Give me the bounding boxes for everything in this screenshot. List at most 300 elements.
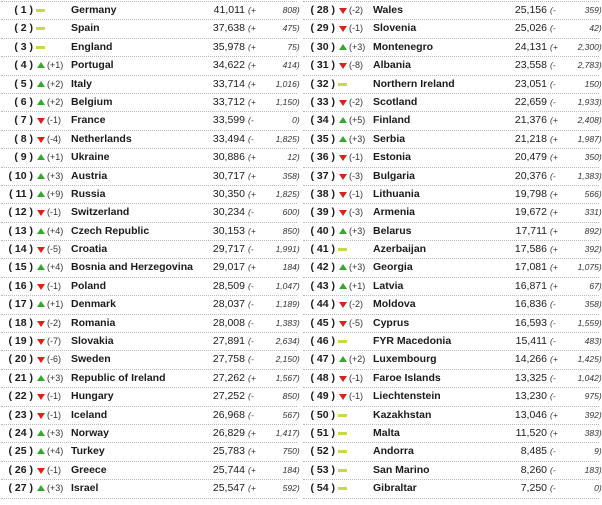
points-change: (- 1,383) [248, 315, 294, 332]
points-change: (+ 184) [248, 259, 294, 276]
rank-label: ( 7 ) [14, 114, 33, 127]
country-name: Armenia [373, 206, 416, 219]
down-arrow-icon [338, 204, 348, 221]
down-arrow-icon [338, 168, 348, 185]
up-arrow-icon [36, 370, 46, 387]
position-movement: (+9) [47, 188, 64, 199]
table-row [303, 278, 602, 296]
up-arrow-icon [36, 480, 46, 497]
country-name: Italy [71, 77, 93, 90]
table-row [303, 20, 602, 38]
table-row [303, 333, 602, 351]
change-value: 850 [282, 391, 297, 402]
table-row [303, 94, 602, 112]
coefficient-points: 13,325 [514, 371, 547, 384]
change-value: 1,425 [577, 354, 599, 365]
change-value: 184 [282, 262, 297, 273]
position-movement: (-4) [47, 133, 61, 144]
points-change: (+ 358) [248, 168, 294, 185]
country-name: Wales [373, 4, 403, 16]
change-sign: - [552, 5, 556, 15]
no-change-icon [338, 407, 348, 424]
change-sign: + [552, 41, 558, 52]
points-change: (+ 592) [248, 480, 294, 497]
change-sign: + [250, 170, 256, 181]
change-value: 75 [287, 41, 297, 52]
up-arrow-icon [36, 443, 46, 460]
rank-label: ( 40 ) [310, 224, 335, 237]
rank-label: ( 48 ) [310, 371, 335, 384]
down-arrow-icon [36, 351, 46, 368]
rank-label: ( 27 ) [8, 482, 33, 495]
down-arrow-icon [338, 57, 348, 74]
change-value: 1,189 [275, 299, 297, 310]
change-value: 0 [292, 115, 297, 126]
points-change: (+ 350) [550, 149, 596, 166]
points-change: (+ 1,417) [248, 425, 294, 442]
position-movement: (-1) [47, 464, 61, 475]
rank-label: ( 10 ) [8, 169, 33, 182]
rank-label: ( 52 ) [310, 445, 335, 458]
country-name: Hungary [71, 390, 114, 403]
points-change: (+ 1,075) [550, 259, 596, 276]
coefficient-points: 17,081 [514, 261, 547, 274]
change-value: 1,047 [275, 280, 297, 291]
country-name: Germany [71, 4, 117, 16]
coefficient-points: 23,051 [514, 77, 547, 90]
coefficient-points: 15,411 [515, 335, 547, 348]
country-name: Switzerland [71, 206, 130, 219]
change-sign: + [552, 115, 558, 126]
table-row [1, 370, 300, 388]
no-change-icon [338, 425, 348, 442]
coefficient-points: 37,638 [212, 22, 245, 35]
position-movement: (-2) [47, 317, 61, 328]
rank-label: ( 41 ) [310, 243, 335, 256]
position-movement: (+3) [349, 262, 366, 273]
up-arrow-icon [338, 131, 348, 148]
change-sign: - [552, 78, 556, 89]
position-movement: (+2) [349, 354, 366, 365]
coefficient-points: 19,798 [514, 187, 547, 200]
country-name: Lithuania [373, 187, 420, 200]
rank-label: ( 3 ) [14, 40, 33, 53]
change-sign: + [552, 225, 558, 236]
coefficient-points: 33,712 [212, 95, 245, 108]
down-arrow-icon [36, 241, 46, 258]
rank-label: ( 53 ) [310, 463, 335, 476]
position-movement: (+3) [349, 41, 366, 52]
position-movement: (-1) [47, 207, 61, 218]
coefficient-points: 20,376 [514, 169, 547, 182]
up-arrow-icon [36, 186, 46, 203]
change-sign: - [552, 464, 556, 475]
country-name: Spain [71, 22, 100, 35]
table-row [303, 351, 602, 369]
table-row [1, 20, 300, 38]
position-movement: (-2) [349, 299, 363, 310]
country-name: Moldova [373, 298, 416, 311]
country-name: Austria [71, 169, 108, 182]
position-movement: (+2) [47, 78, 64, 89]
points-change: (- 1,825) [248, 131, 294, 148]
rank-label: ( 26 ) [8, 463, 33, 476]
country-name: Finland [373, 114, 411, 127]
ranking-column-left [1, 1, 300, 499]
table-row [303, 388, 602, 406]
rank-label: ( 19 ) [8, 335, 33, 348]
points-change: (+ 1,016) [248, 76, 294, 93]
country-name: Kazakhstan [373, 408, 432, 421]
rank-label: ( 43 ) [310, 279, 335, 292]
up-arrow-icon [338, 351, 348, 368]
change-value: 750 [282, 446, 297, 457]
change-sign: + [250, 464, 256, 475]
points-change: (+ 67) [550, 278, 596, 295]
position-movement: (-1) [349, 391, 363, 402]
up-arrow-icon [338, 223, 348, 240]
up-arrow-icon [36, 259, 46, 276]
rank-label: ( 31 ) [310, 59, 335, 72]
position-movement: (-1) [349, 372, 363, 383]
points-change: (- 1,042) [550, 370, 596, 387]
table-row [1, 39, 300, 57]
change-value: 850 [282, 225, 297, 236]
points-change: (- 42) [550, 20, 596, 37]
position-movement: (-1) [47, 409, 61, 420]
coefficient-points: 24,131 [514, 40, 547, 53]
points-change: (- 1,189) [248, 296, 294, 313]
country-name: Sweden [71, 353, 111, 366]
coefficient-points: 25,156 [514, 4, 547, 16]
down-arrow-icon [36, 388, 46, 405]
coefficient-points: 29,717 [212, 243, 245, 256]
change-value: 1,150 [275, 96, 297, 107]
table-row [1, 278, 300, 296]
coefficient-points: 35,978 [212, 40, 245, 53]
table-row [1, 131, 300, 149]
change-sign: + [552, 262, 558, 273]
down-arrow-icon [338, 315, 348, 332]
table-row [303, 315, 602, 333]
change-value: 1,075 [577, 262, 599, 273]
down-arrow-icon [338, 20, 348, 37]
country-name: Faroe Islands [373, 371, 441, 384]
table-row [1, 1, 300, 20]
position-movement: (-1) [47, 391, 61, 402]
table-row [1, 112, 300, 130]
change-value: 600 [282, 207, 297, 218]
rank-label: ( 2 ) [14, 22, 33, 35]
table-row [1, 94, 300, 112]
coefficient-points: 21,218 [514, 132, 547, 145]
no-change-icon [338, 241, 348, 258]
coefficient-points: 30,153 [212, 224, 245, 237]
change-sign: - [250, 280, 254, 291]
table-row [1, 333, 300, 351]
table-row [303, 204, 602, 222]
coefficient-points: 22,659 [514, 95, 547, 108]
change-value: 383 [584, 427, 599, 438]
points-change: (+ 12) [248, 149, 294, 166]
change-value: 1,417 [275, 427, 297, 438]
coefficient-points: 30,886 [212, 151, 245, 164]
table-row [1, 241, 300, 259]
down-arrow-icon [338, 94, 348, 111]
points-change: (- 0) [248, 112, 294, 129]
change-value: 350 [584, 152, 599, 163]
down-arrow-icon [36, 407, 46, 424]
points-change: (+ 808) [248, 2, 294, 19]
coefficient-points: 29,017 [212, 261, 245, 274]
rank-label: ( 35 ) [310, 132, 335, 145]
table-row [1, 259, 300, 277]
rank-label: ( 29 ) [310, 22, 335, 35]
country-name: Turkey [71, 445, 105, 458]
points-change: (+ 383) [550, 425, 596, 442]
change-value: 67 [589, 280, 599, 291]
rank-label: ( 12 ) [8, 206, 33, 219]
position-movement: (+3) [47, 483, 64, 494]
rank-label: ( 38 ) [310, 187, 335, 200]
change-value: 892 [584, 225, 599, 236]
change-value: 12 [287, 152, 297, 163]
table-row [303, 186, 602, 204]
change-sign: - [552, 336, 556, 347]
country-name: Czech Republic [71, 224, 150, 237]
table-row [303, 370, 602, 388]
coefficient-points: 41,011 [213, 4, 245, 16]
change-sign: + [250, 96, 256, 107]
change-value: 483 [584, 336, 599, 347]
change-value: 359 [584, 5, 599, 15]
country-name: Liechtenstein [373, 390, 441, 403]
change-sign: + [552, 280, 558, 291]
change-value: 1,016 [275, 78, 297, 89]
rank-label: ( 46 ) [310, 335, 335, 348]
down-arrow-icon [338, 186, 348, 203]
change-sign: + [552, 152, 558, 163]
change-value: 150 [584, 78, 599, 89]
country-name: Russia [71, 187, 106, 200]
table-row [1, 186, 300, 204]
change-sign: - [250, 244, 254, 255]
change-value: 0 [594, 483, 599, 494]
change-sign: - [552, 170, 556, 181]
table-row [1, 425, 300, 443]
rank-label: ( 11 ) [9, 187, 33, 200]
rank-label: ( 30 ) [310, 40, 335, 53]
points-change: (+ 2,300) [550, 39, 596, 56]
position-movement: (+4) [47, 446, 64, 457]
change-sign: - [250, 391, 254, 402]
change-value: 1,987 [577, 133, 599, 144]
position-movement: (+1) [47, 152, 64, 163]
no-change-icon [36, 20, 46, 37]
coefficient-points: 17,711 [515, 224, 547, 237]
position-movement: (+1) [47, 299, 64, 310]
change-value: 2,634 [275, 336, 297, 347]
change-sign: - [552, 483, 556, 494]
country-name: Cyprus [373, 316, 410, 329]
rank-label: ( 51 ) [310, 426, 335, 439]
rank-label: ( 23 ) [8, 408, 33, 421]
table-row [303, 407, 602, 425]
points-change: (- 150) [550, 76, 596, 93]
position-movement: (+3) [47, 170, 64, 181]
coefficient-points: 27,262 [212, 371, 245, 384]
down-arrow-icon [36, 112, 46, 129]
table-row [303, 259, 602, 277]
country-name: Slovakia [71, 335, 114, 348]
rank-label: ( 8 ) [14, 132, 33, 145]
points-change: (+ 1,567) [248, 370, 294, 387]
position-movement: (-8) [349, 60, 363, 71]
up-arrow-icon [36, 57, 46, 74]
change-sign: - [552, 372, 556, 383]
change-value: 331 [584, 207, 599, 218]
down-arrow-icon [338, 296, 348, 313]
table-row [1, 149, 300, 167]
change-value: 567 [282, 409, 297, 420]
table-row [1, 462, 300, 480]
table-row [303, 223, 602, 241]
position-movement: (-1) [47, 280, 61, 291]
change-sign: + [250, 60, 256, 71]
country-name: San Marino [373, 463, 430, 476]
rank-label: ( 42 ) [310, 261, 335, 274]
rank-label: ( 21 ) [8, 371, 33, 384]
rank-label: ( 45 ) [310, 316, 335, 329]
rank-label: ( 17 ) [8, 298, 33, 311]
up-arrow-icon [338, 278, 348, 295]
points-change: (+ 2,408) [550, 112, 596, 129]
up-arrow-icon [36, 76, 46, 93]
coefficient-points: 28,037 [212, 298, 245, 311]
up-arrow-icon [338, 39, 348, 56]
change-value: 808 [282, 5, 297, 15]
position-movement: (-3) [349, 207, 363, 218]
table-row [1, 296, 300, 314]
table-row [303, 76, 602, 94]
country-name: Malta [373, 426, 400, 439]
points-change: (+ 475) [248, 20, 294, 37]
position-movement: (-7) [47, 336, 61, 347]
position-movement: (+3) [349, 133, 366, 144]
rank-label: ( 4 ) [14, 59, 33, 72]
country-name: Belarus [373, 224, 412, 237]
up-arrow-icon [338, 112, 348, 129]
points-change: (- 359) [550, 2, 596, 19]
change-value: 566 [584, 188, 599, 199]
coefficient-points: 30,717 [212, 169, 245, 182]
change-sign: + [250, 372, 256, 383]
points-change: (- 1,047) [248, 278, 294, 295]
coefficient-points: 28,509 [212, 279, 245, 292]
table-row [303, 149, 602, 167]
rank-label: ( 9 ) [14, 151, 33, 164]
points-change: (- 2,150) [248, 351, 294, 368]
rank-label: ( 20 ) [8, 353, 33, 366]
coefficient-points: 30,350 [212, 187, 245, 200]
change-value: 358 [282, 170, 297, 181]
change-sign: - [552, 446, 556, 457]
points-change: (- 483) [550, 333, 596, 350]
change-value: 184 [282, 464, 297, 475]
change-value: 1,559 [577, 317, 599, 328]
change-sign: + [552, 133, 558, 144]
country-name: Netherlands [71, 132, 132, 145]
country-name: England [71, 40, 113, 53]
points-change: (- 183) [550, 462, 596, 479]
position-movement: (+2) [47, 96, 64, 107]
points-change: (- 2,783) [550, 57, 596, 74]
position-movement: (-1) [349, 188, 363, 199]
table-row [303, 480, 602, 498]
country-name: Serbia [373, 132, 406, 145]
coefficient-points: 13,046 [514, 408, 547, 421]
down-arrow-icon [36, 315, 46, 332]
country-name: Azerbaijan [373, 243, 427, 256]
country-name: Republic of Ireland [71, 371, 166, 384]
table-row [1, 223, 300, 241]
coefficient-points: 14,266 [514, 353, 547, 366]
rank-label: ( 22 ) [8, 390, 33, 403]
change-value: 2,300 [577, 41, 599, 52]
points-change: (- 2,634) [248, 333, 294, 350]
table-row [1, 407, 300, 425]
up-arrow-icon [36, 94, 46, 111]
change-value: 1,825 [275, 188, 297, 199]
position-movement: (-1) [349, 152, 363, 163]
rank-label: ( 18 ) [8, 316, 33, 329]
points-change: (- 0) [550, 480, 596, 497]
change-sign: + [552, 354, 558, 365]
points-change: (- 850) [248, 388, 294, 405]
rank-label: ( 33 ) [310, 95, 335, 108]
down-arrow-icon [36, 333, 46, 350]
coefficient-points: 19,672 [514, 206, 547, 219]
change-sign: + [250, 152, 256, 163]
rank-label: ( 13 ) [8, 224, 33, 237]
country-name: Slovenia [373, 22, 417, 35]
country-name: Belgium [71, 95, 113, 108]
points-change: (+ 850) [248, 223, 294, 240]
position-movement: (-2) [349, 96, 363, 107]
position-movement: (-5) [349, 317, 363, 328]
coefficient-points: 21,376 [514, 114, 547, 127]
change-sign: + [552, 409, 558, 420]
change-value: 1,825 [275, 133, 297, 144]
points-change: (+ 75) [248, 39, 294, 56]
country-name: Israel [71, 482, 99, 495]
down-arrow-icon [36, 278, 46, 295]
rank-label: ( 15 ) [8, 261, 33, 274]
change-sign: - [552, 317, 556, 328]
coefficient-points: 11,520 [515, 426, 547, 439]
coefficient-points: 30,234 [212, 206, 245, 219]
coefficient-points: 16,836 [514, 298, 547, 311]
table-row [1, 315, 300, 333]
country-name: France [71, 114, 106, 127]
rank-label: ( 16 ) [8, 279, 33, 292]
country-name: Greece [71, 463, 107, 476]
rank-label: ( 34 ) [310, 114, 335, 127]
points-change: (- 1,933) [550, 94, 596, 111]
rank-label: ( 44 ) [310, 298, 335, 311]
table-row [1, 443, 300, 461]
points-change: (- 358) [550, 296, 596, 313]
